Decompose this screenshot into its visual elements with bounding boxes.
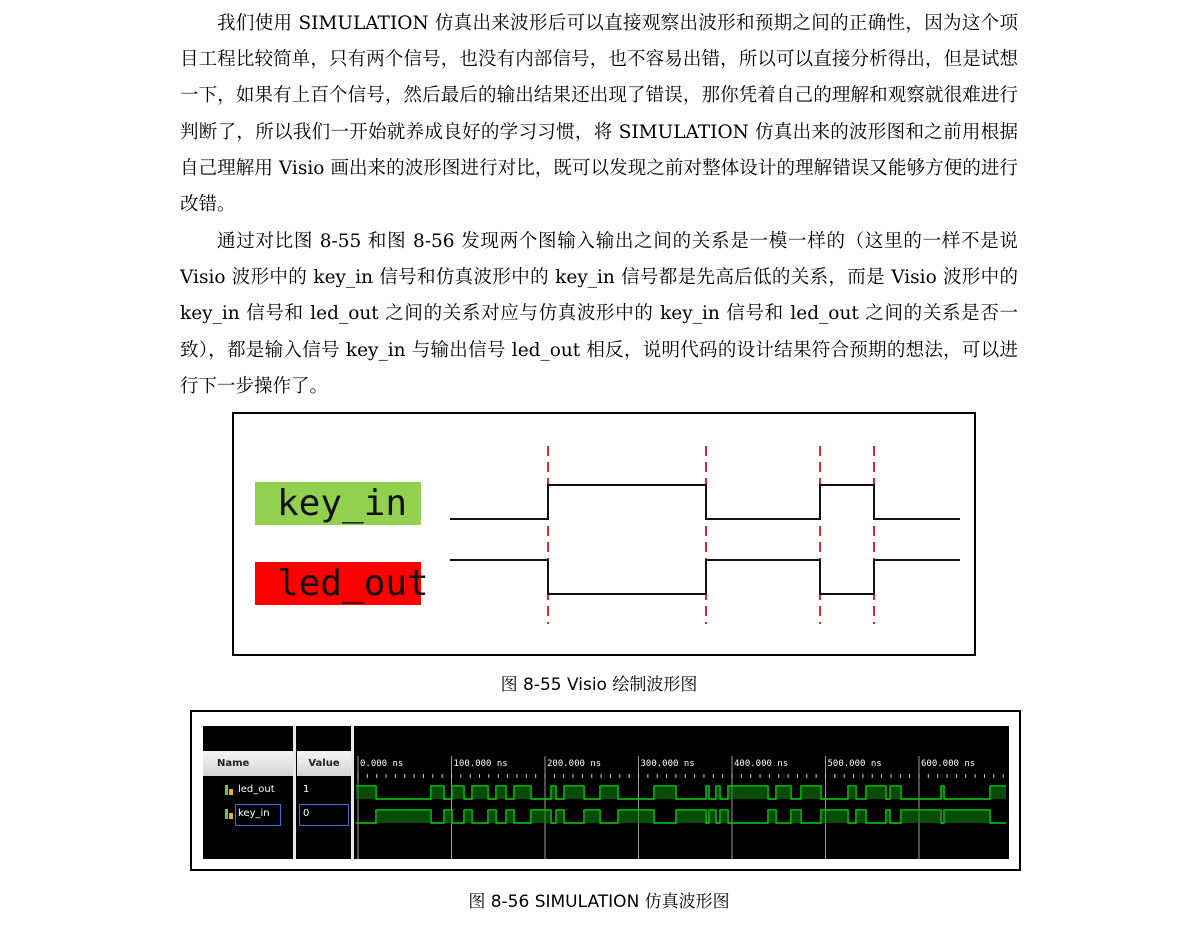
led-out-waveform-high-region xyxy=(776,786,791,799)
key-in-waveform-high-region xyxy=(676,810,706,823)
key-in-waveform-high-region xyxy=(709,810,716,823)
led-out-waveform-high-region xyxy=(514,786,531,799)
led-out-waveform-high-region xyxy=(654,786,676,799)
led-out-waveform-high-region xyxy=(600,786,618,799)
led-out-waveform-high-region xyxy=(848,786,856,799)
visio-waveform-plot xyxy=(234,414,974,654)
led-out-waveform-high-region xyxy=(496,786,506,799)
led-out-wave xyxy=(450,560,960,594)
led-out-waveform-high-region xyxy=(941,786,944,799)
time-label: 100.000 ns xyxy=(453,759,508,769)
led-out-waveform-high-region xyxy=(472,786,488,799)
paragraph-1: 我们使用 SIMULATION 仿真出来波形后可以直接观察出波形和预期之间的正确性，因为这个项目工程比较简单，只有两个信号，也没有内部信号，也不容易出错，所以可以直接分析得出，但是试想一下，如果有上百个信号，然后最后的输出结果还出现了错误，那你凭着自己的理解和观察就很难进行判断了，所以我们一开始就养成良好的学习习惯，将 SIMULATION 仿真出来的波形图和之前用根据自己理解用 Visio 画出来的波形图进行对比，既可以发现之前对整体设计的理解错误又能够方便的进行改错。 xyxy=(180,13,1018,216)
time-label: 200.000 ns xyxy=(547,759,602,769)
column-divider[interactable] xyxy=(293,726,296,859)
led-out-waveform-high-region xyxy=(452,786,464,799)
signal-name-led-out[interactable]: led_out xyxy=(238,784,275,795)
key-in-waveform-high-region xyxy=(584,810,600,823)
key-in-waveform-high-region xyxy=(821,810,848,823)
simulation-window xyxy=(203,726,1009,859)
led-out-waveform-high-region xyxy=(890,786,901,799)
key-in-waveform-high-region xyxy=(556,810,564,823)
time-label: 0.000 ns xyxy=(360,759,404,769)
key-in-waveform-high-region xyxy=(531,810,551,823)
led-out-waveform-high-region xyxy=(706,786,709,799)
led-out-waveform-high-region xyxy=(866,786,886,799)
figure-8-55-caption: 图 8-55 Visio 绘制波形图 xyxy=(500,675,698,695)
key-in-waveform-high-region xyxy=(506,810,514,823)
key-in-waveform-high-region xyxy=(464,810,472,823)
key-in-waveform-high-region xyxy=(856,810,866,823)
key-in-waveform-high-region xyxy=(886,810,890,823)
signal-icon xyxy=(225,809,233,819)
key-in-waveform-high-region xyxy=(444,810,452,823)
time-label: 500.000 ns xyxy=(827,759,882,769)
led-out-waveform-high-region xyxy=(431,786,444,799)
led-out-waveform-high-region xyxy=(990,786,1006,799)
led-out-waveform-high-region xyxy=(801,786,821,799)
key-in-wave xyxy=(450,485,960,519)
name-column-header[interactable]: Name xyxy=(203,751,293,776)
time-label: 600.000 ns xyxy=(921,759,976,769)
led-out-waveform-high-region xyxy=(564,786,584,799)
led-out-waveform-high-region xyxy=(356,786,376,799)
led-out-waveform-high-region xyxy=(728,786,768,799)
signal-value-key-in: 0 xyxy=(303,808,310,819)
paragraph-2: 通过对比图 8-55 和图 8-56 发现两个图输入输出之间的关系是一模一样的（这里的一样不是说 Visio 波形中的 key_in 信号和仿真波形中的 key_in 信号都是先高后低的关系，而是 Visio 波形中的 key_in 信号和 led_out 之间的关系对应与仿真波形中的 key_in 信号和 led_out 之间的关系是否一致），都是输入信号 key_in 与输出信号 led_out 相反，说明代码的设计结果符合预期的想法，可以进行下一步操作了。 xyxy=(180,231,1018,397)
signal-name-key-in[interactable]: key_in xyxy=(238,808,270,819)
signal-icon xyxy=(225,785,233,795)
key-in-waveform-high-region xyxy=(901,810,941,823)
column-divider[interactable] xyxy=(351,726,354,859)
key-in-waveform-high-region xyxy=(488,810,496,823)
key-in-waveform-high-region xyxy=(768,810,776,823)
key-in-waveform-high-region xyxy=(791,810,801,823)
visio-waveform-figure xyxy=(232,412,976,656)
key-in-waveform-high-region xyxy=(376,810,431,823)
led-out-waveform-high-region xyxy=(716,786,720,799)
figure-8-56-caption: 图 8-56 SIMULATION 仿真波形图 xyxy=(468,892,730,912)
value-column-header[interactable]: Value xyxy=(297,751,351,776)
signal-value-led-out: 1 xyxy=(303,784,310,795)
key-in-label: key_in xyxy=(255,482,421,525)
time-label: 300.000 ns xyxy=(640,759,695,769)
led-out-label: led_out xyxy=(255,562,421,605)
led-out-waveform-high-region xyxy=(551,786,556,799)
simulation-waveform-figure xyxy=(190,710,1021,871)
key-in-waveform-high-region xyxy=(720,810,728,823)
key-in-waveform-high-region xyxy=(944,810,990,823)
simulation-wave-area[interactable] xyxy=(356,726,1009,859)
time-label: 400.000 ns xyxy=(734,759,789,769)
key-in-waveform-high-region xyxy=(618,810,654,823)
